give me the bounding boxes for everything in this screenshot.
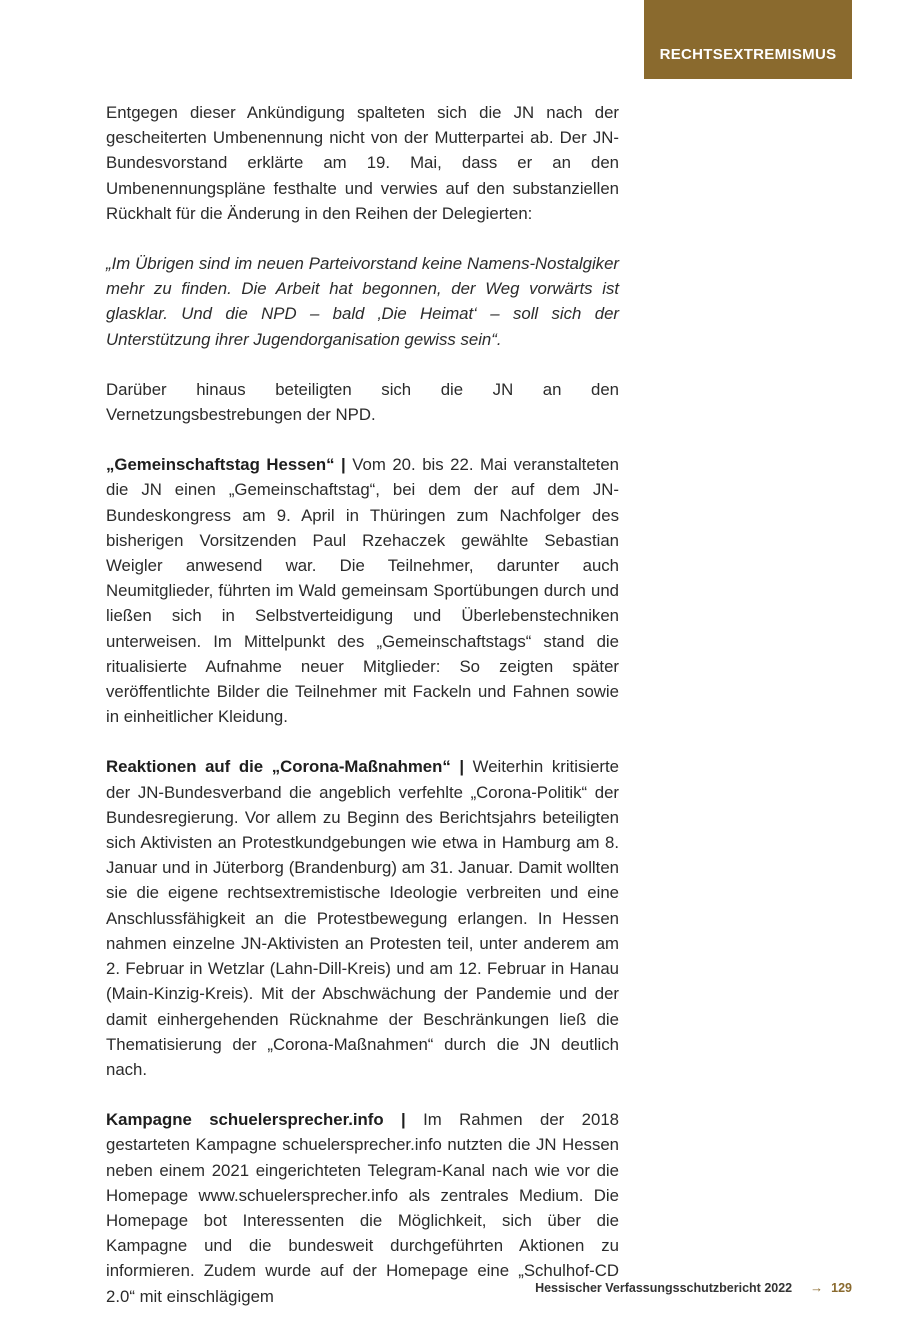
paragraph-text: Weiterhin kritisierte der JN-Bundesverband die angeblich verfehlte „Corona-Politik“ der Bundesregierung. Vor allem zu Beginn des Berichtsjahrs beteiligten sich Aktivisten an Protestkundgebungen wie etwa in Hamburg am 8. Januar und in Jüterborg (Brandenburg) am 31. Januar. Damit wollten sie die eigene rechtsextremistische Ideologie verbreiten und eine Anschlussfähigkeit an die Protestbewegung erlangen. In Hessen nahmen einzelne JN-Aktivisten an Protesten teil, unter anderem am 2. Februar in Wetzlar (Lahn-Dill-Kreis) und am 12. Februar in Hanau (Main-Kinzig-Kreis). Mit der Abschwächung der Pandemie und der damit einhergehenden Rücknahme der Beschränkungen ließ die Thematisierung der „Corona-Maßnahmen“ durch die JN deutlich nach.	[106, 757, 619, 1079]
body-text	[106, 100, 619, 1334]
paragraph-schuelersprecher	[106, 1107, 619, 1309]
paragraph-text: Vom 20. bis 22. Mai veranstalteten die JN einen „Gemeinschaftstag“, bei dem der auf dem JN-Bundeskongress am 9. April in Thüringen zum Nachfolger des bisherigen Vorsitzenden Paul Rzehaczek gewählte Sebastian Weigler anwesend war. Die Teilnehmer, darunter auch Neumitglieder, führten im Wald gemeinsam Sportübungen durch und ließen sich in Selbstverteidigung und Überlebenstechniken unterweisen. Im Mittelpunkt des „Gemeinschaftstags“ stand die ritualisierte Aufnahme neuer Mitglieder: So zeigten später veröffentlichte Bilder die Teilnehmer mit Fackeln und Fahnen sowie in einheitlicher Kleidung.	[106, 455, 619, 727]
page-footer	[535, 1280, 852, 1295]
report-title: Hessischer Verfassungsschutzbericht 2022	[535, 1280, 793, 1295]
paragraph-text: Im Rahmen der 2018 gestarteten Kampagne schuelersprecher.info nutzten die JN Hessen neben einem 2021 eingerichteten Telegram-Kanal nach wie vor die Homepage www.schuelersprecher.info als zentrales Medium. Die Homepage bot Interessenten die Möglichkeit, sich über die Kampagne und die bundesweit durchgeführten Aktionen zu informieren. Zudem wurde auf der Homepage eine „Schulhof-CD 2.0“ mit einschlägigem	[106, 1110, 619, 1306]
paragraph-heading: „Gemeinschaftstag Hessen“ |	[106, 455, 346, 475]
paragraph-gemeinschaftstag	[106, 452, 619, 729]
paragraph-heading: Reaktionen auf die „Corona-Maßnahmen“ |	[106, 757, 465, 777]
paragraph-text: Darüber hinaus beteiligten sich die JN an den Vernetzungsbestrebungen der NPD.	[106, 379, 619, 425]
paragraph-heading: Kampagne schuelersprecher.info |	[106, 1110, 406, 1130]
section-tab	[644, 0, 852, 79]
paragraph-quote	[106, 251, 619, 352]
arrow-right-icon: →	[810, 1280, 824, 1295]
section-label: RECHTSEXTREMISMUS	[659, 46, 837, 63]
paragraph-networking	[106, 377, 619, 427]
quote-text: „Im Übrigen sind im neuen Parteivorstand keine Namens-Nostalgiker mehr zu finden. Die Arbeit hat begonnen, der Weg vorwärts ist glasklar. Und die NPD – bald ‚Die Heimat‘ – soll sich der Unterstützung ihrer Jugendorganisation gewiss sein“.	[106, 254, 619, 349]
paragraph-corona	[106, 754, 619, 1082]
page-number: 129	[831, 1280, 852, 1295]
paragraph-intro	[106, 100, 619, 226]
paragraph-text: Entgegen dieser Ankündigung spalteten sich die JN nach der gescheiterten Umbenennung nicht von der Mutterpartei ab. Der JN-Bundesvorstand erklärte am 19. Mai, dass er an den Umbenennungspläne festhalte und verwies auf den substanziellen Rückhalt für die Änderung in den Reihen der Delegierten:	[106, 103, 619, 223]
